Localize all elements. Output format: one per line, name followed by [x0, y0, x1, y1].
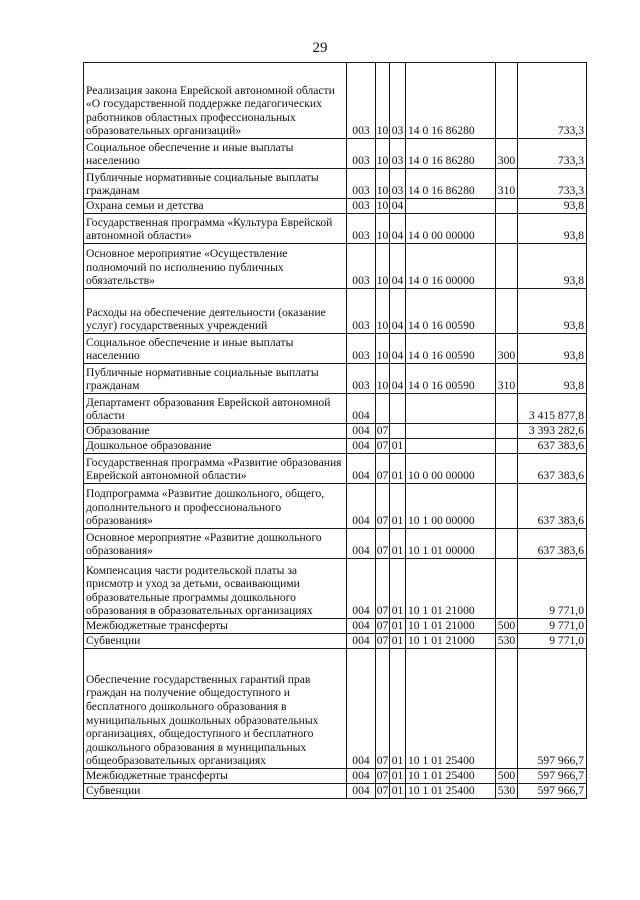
ministry-code: 004: [347, 484, 376, 529]
section-code: 10: [376, 214, 390, 244]
section-code: 07: [376, 619, 389, 633]
subsection-code: 04: [390, 334, 406, 364]
expense-type-code: [496, 559, 518, 619]
amount-value: 3 393 282,6: [518, 424, 587, 439]
target-article-code: [406, 199, 496, 214]
subsection-code: 01: [390, 439, 406, 454]
ministry-code: 003: [347, 63, 376, 139]
amount-value: 93,8: [518, 334, 587, 364]
ministry-code: 004: [347, 649, 376, 769]
target-article-code: 14 0 00 00000: [406, 214, 496, 244]
subsection-code: 04: [390, 364, 406, 394]
target-article-code: 10 1 01 00000: [406, 529, 496, 559]
table-row: [84, 619, 587, 634]
amount-value: 93,8: [518, 289, 587, 334]
amount-value: 93,8: [518, 244, 587, 289]
expense-type-code: 500: [496, 769, 518, 784]
section-code: 10: [376, 244, 390, 289]
amount-value: 93,8: [518, 364, 587, 394]
table-row: [84, 649, 587, 769]
subsection-code: 01: [390, 454, 406, 484]
section-code: 10: [376, 334, 390, 364]
amount-value: 637 383,6: [518, 484, 587, 529]
target-article-code: [406, 394, 496, 424]
section-code: 07: [376, 484, 390, 529]
ministry-code: 003: [347, 364, 376, 394]
subsection-code: 03: [390, 139, 406, 169]
subsection-code: 01: [390, 619, 406, 634]
table-row: [84, 394, 587, 424]
table-body: [84, 63, 587, 799]
amount-value: 637 383,6: [518, 454, 587, 484]
expense-type-code: 530: [496, 784, 518, 799]
table-row: [84, 559, 587, 619]
section-code: 07: [376, 439, 389, 453]
subsection-code: 03: [390, 63, 406, 139]
target-article-code: 10 1 01 21000: [406, 634, 496, 649]
subsection-code: 01: [390, 769, 406, 784]
target-article-code: 14 0 16 00590: [406, 334, 496, 364]
target-article-code: 10 1 00 00000: [406, 484, 496, 529]
target-article-code: 14 0 16 00590: [406, 289, 496, 334]
row-name: Подпрограмма «Развитие дошкольного, общего, дополнительного и профессионального образования»: [84, 484, 347, 529]
amount-value: 733,3: [518, 139, 587, 169]
ministry-code: 004: [347, 439, 376, 454]
section-code: 07: [376, 529, 390, 559]
expense-type-code: [496, 63, 518, 139]
amount-value: 597 966,7: [518, 769, 587, 784]
row-name: Публичные нормативные социальные выплаты гражданам: [84, 169, 347, 199]
amount-value: 733,3: [518, 169, 587, 199]
section-code: 10: [376, 139, 390, 169]
row-name: Государственная программа «Культура Еврейской автономной области»: [84, 214, 347, 244]
subsection-code: 01: [390, 634, 406, 649]
table-row: [84, 439, 587, 454]
expense-type-code: [496, 649, 518, 769]
ministry-code: 003: [347, 169, 376, 199]
target-article-code: 10 1 01 25400: [406, 784, 496, 799]
table-row: [84, 484, 587, 529]
amount-value: 9 771,0: [518, 634, 587, 649]
subsection-code: 01: [390, 529, 406, 559]
row-name: Дошкольное образование: [84, 439, 347, 454]
table-row: [84, 289, 587, 334]
target-article-code: 10 1 01 25400: [406, 649, 496, 769]
table-row: [84, 784, 587, 799]
target-article-code: 10 1 01 25400: [406, 769, 496, 784]
amount-value: 733,3: [518, 63, 587, 139]
ministry-code: 004: [347, 529, 376, 559]
expense-type-code: 300: [496, 139, 518, 169]
row-name: Реализация закона Еврейской автономной области «О государственной поддержке педагогических работников областных профессиональных образовательных организаций»: [84, 63, 347, 139]
target-article-code: 10 1 01 21000: [406, 619, 496, 634]
expense-type-code: [496, 454, 518, 484]
ministry-code: 003: [347, 139, 376, 169]
section-code: 07: [376, 424, 389, 438]
subsection-code: 01: [390, 484, 406, 529]
row-name: Государственная программа «Развитие образования Еврейской автономной области»: [84, 454, 347, 484]
section-code: 07: [376, 634, 389, 648]
section-code: 10: [376, 199, 389, 213]
target-article-code: 14 0 16 00000: [406, 244, 496, 289]
table-row: [84, 139, 587, 169]
table-row: [84, 334, 587, 364]
subsection-code: 04: [390, 199, 406, 214]
section-code: [376, 394, 390, 424]
subsection-code: [390, 394, 406, 424]
section-code: 07: [376, 784, 389, 798]
section-code: 07: [376, 559, 390, 619]
table-row: [84, 63, 587, 139]
ministry-code: 003: [347, 244, 376, 289]
ministry-code: 004: [347, 559, 376, 619]
expense-type-code: [496, 439, 518, 454]
ministry-code: 003: [347, 199, 376, 214]
table-row: [84, 244, 587, 289]
expense-type-code: [496, 214, 518, 244]
subsection-code: 03: [390, 169, 406, 199]
expense-type-code: [496, 529, 518, 559]
amount-value: 3 415 877,8: [518, 394, 587, 424]
expense-type-code: [496, 394, 518, 424]
row-name: Социальное обеспечение и иные выплаты населению: [84, 334, 347, 364]
row-name: Обеспечение государственных гарантий прав граждан на получение общедоступного и бесплатного дошкольного образования в муниципальных дошкольных образовательных организациях, общедоступного и бесплатного дошкольного образования в муниципальных общеобразовательных организациях: [84, 649, 347, 769]
section-code: 10: [376, 289, 390, 334]
subsection-code: 04: [390, 244, 406, 289]
target-article-code: 14 0 16 86280: [406, 63, 496, 139]
ministry-code: 004: [347, 634, 376, 649]
target-article-code: 14 0 16 86280: [406, 139, 496, 169]
expense-type-code: [496, 199, 518, 214]
ministry-code: 003: [347, 334, 376, 364]
subsection-code: 04: [390, 289, 406, 334]
amount-value: 9 771,0: [518, 559, 587, 619]
table-row: [84, 769, 587, 784]
subsection-code: 01: [390, 649, 406, 769]
row-name: Публичные нормативные социальные выплаты гражданам: [84, 364, 347, 394]
row-name: Основное мероприятие «Развитие дошкольного образования»: [84, 529, 347, 559]
row-name: Межбюджетные трансферты: [84, 769, 347, 784]
table-row: [84, 169, 587, 199]
target-article-code: [406, 424, 496, 439]
expense-type-code: 310: [496, 364, 518, 394]
row-name: Социальное обеспечение и иные выплаты населению: [84, 139, 347, 169]
ministry-code: 004: [347, 394, 376, 424]
table-row: [84, 529, 587, 559]
expense-type-code: 300: [496, 334, 518, 364]
ministry-code: 004: [347, 769, 376, 784]
expense-type-code: [496, 424, 518, 439]
ministry-code: 004: [347, 454, 376, 484]
amount-value: 637 383,6: [518, 439, 587, 454]
table-row: [84, 214, 587, 244]
section-code: 07: [376, 454, 390, 484]
target-article-code: [406, 439, 496, 454]
table-row: [84, 454, 587, 484]
row-name: Департамент образования Еврейской автономной области: [84, 394, 347, 424]
ministry-code: 004: [347, 619, 376, 634]
amount-value: 637 383,6: [518, 529, 587, 559]
subsection-code: 04: [390, 214, 406, 244]
row-name: Образование: [84, 424, 347, 439]
ministry-code: 004: [347, 424, 376, 439]
amount-value: 93,8: [518, 199, 587, 214]
page-number: 29: [312, 40, 328, 56]
table-row: [84, 199, 587, 214]
ministry-code: 004: [347, 784, 376, 799]
expense-type-code: [496, 289, 518, 334]
row-name: Компенсация части родительской платы за присмотр и уход за детьми, осваивающими образовательные программы дошкольного образования в образовательных организациях: [84, 559, 347, 619]
amount-value: 597 966,7: [518, 649, 587, 769]
table-row: [84, 364, 587, 394]
expense-type-code: 500: [496, 619, 518, 634]
target-article-code: 14 0 16 00590: [406, 364, 496, 394]
amount-value: 93,8: [518, 214, 587, 244]
expense-type-code: [496, 244, 518, 289]
section-code: 07: [376, 769, 389, 783]
expense-type-code: 530: [496, 634, 518, 649]
section-code: 07: [376, 649, 390, 769]
target-article-code: 10 1 01 21000: [406, 559, 496, 619]
target-article-code: 14 0 16 86280: [406, 169, 496, 199]
row-name: Основное мероприятие «Осуществление полномочий по исполнению публичных обязательств»: [84, 244, 347, 289]
row-name: Субвенции: [84, 784, 347, 799]
ministry-code: 003: [347, 214, 376, 244]
section-code: 10: [376, 63, 390, 139]
row-name: Охрана семьи и детства: [84, 199, 347, 214]
table-row: [84, 424, 587, 439]
section-code: 10: [376, 364, 390, 394]
subsection-code: [390, 424, 406, 439]
expense-type-code: 310: [496, 169, 518, 199]
row-name: Межбюджетные трансферты: [84, 619, 347, 634]
target-article-code: 10 0 00 00000: [406, 454, 496, 484]
amount-value: 9 771,0: [518, 619, 587, 634]
subsection-code: 01: [390, 784, 406, 799]
row-name: Расходы на обеспечение деятельности (оказание услуг) государственных учреждений: [84, 289, 347, 334]
subsection-code: 01: [390, 559, 406, 619]
row-name: Субвенции: [84, 634, 347, 649]
table-row: [84, 634, 587, 649]
amount-value: 597 966,7: [518, 784, 587, 799]
ministry-code: 003: [347, 289, 376, 334]
section-code: 10: [376, 169, 390, 199]
expense-type-code: [496, 484, 518, 529]
budget-table: [83, 62, 587, 799]
